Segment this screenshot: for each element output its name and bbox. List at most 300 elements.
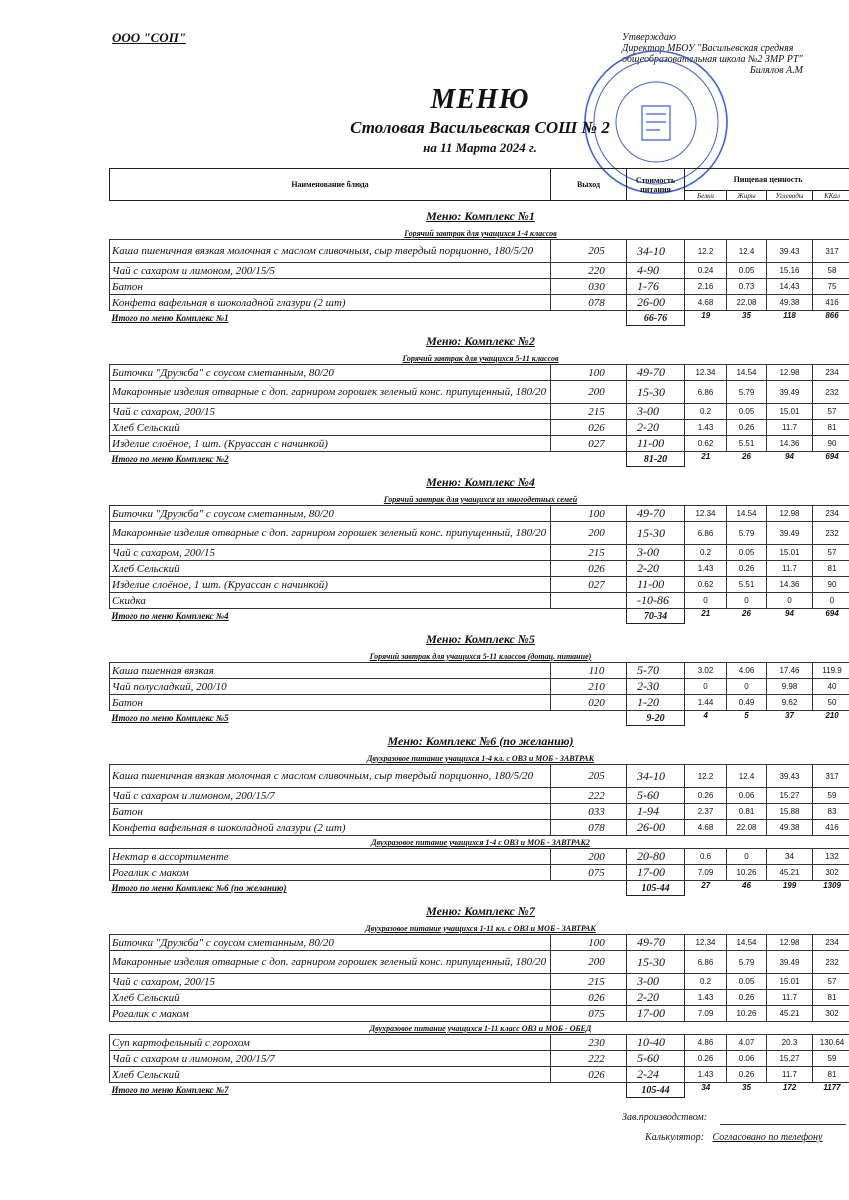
dish-carbs: 15.01 <box>767 545 813 561</box>
dish-price: 2-24 <box>627 1067 685 1083</box>
total-fat: 46 <box>742 881 751 890</box>
total-kcal: 694 <box>825 452 839 461</box>
dish-kcal: 317 <box>813 240 849 263</box>
total-label: Итого по меню Комплекс №2 <box>111 454 229 465</box>
dish-price: 17-00 <box>627 1006 685 1022</box>
dish-output: 230 <box>551 1035 627 1051</box>
dish-output: 030 <box>551 279 627 295</box>
dish-carbs: 0 <box>767 593 813 609</box>
dish-protein: 4.68 <box>685 295 727 311</box>
dish-name: Макаронные изделия отварные с доп. гарниром горошек зеленый конс. припущенный, 180/20 <box>110 522 551 545</box>
dish-protein: 0.26 <box>685 788 727 804</box>
dish-fat: 5.79 <box>727 522 767 545</box>
dish-name: Чай с сахаром и лимоном, 200/15/7 <box>110 788 551 804</box>
total-fat: 35 <box>742 1083 751 1092</box>
total-price: 81-20 <box>627 452 685 467</box>
dish-fat: 12.4 <box>727 240 767 263</box>
dish-fat: 0.26 <box>727 420 767 436</box>
table-row <box>110 765 849 788</box>
dish-name: Чай с сахаром, 200/15 <box>110 404 551 420</box>
table-row <box>110 522 849 545</box>
approval-line: Утверждаю <box>622 32 676 43</box>
dish-kcal: 232 <box>813 951 849 974</box>
group-heading: Горячий завтрак для учащихся 5-11 классов (дотац. питание) <box>369 651 592 661</box>
dish-carbs: 15.27 <box>767 788 813 804</box>
table-row <box>110 240 849 263</box>
section-heading-row <box>110 726 849 753</box>
signature-line <box>720 1124 846 1125</box>
dish-output: 200 <box>551 951 627 974</box>
dish-carbs: 15.01 <box>767 974 813 990</box>
dish-kcal: 119.9 <box>813 663 849 679</box>
group-heading: Горячий завтрак для учащихся 1-4 классов <box>404 228 557 238</box>
dish-kcal: 0 <box>813 593 849 609</box>
dish-fat: 14.54 <box>727 365 767 381</box>
dish-fat: 10.26 <box>727 1006 767 1022</box>
dish-fat: 0.05 <box>727 545 767 561</box>
dish-carbs: 9.98 <box>767 679 813 695</box>
section-heading-row <box>110 326 849 353</box>
total-protein: 27 <box>701 881 711 890</box>
dish-kcal: 90 <box>813 436 849 452</box>
table-row <box>110 420 849 436</box>
total-protein: 34 <box>701 1083 711 1092</box>
dish-name: Макаронные изделия отварные с доп. гарниром горошек зеленый конс. припущенный, 180/20 <box>110 381 551 404</box>
dish-kcal: 416 <box>813 295 849 311</box>
dish-price: 10-40 <box>627 1035 685 1051</box>
table-row <box>110 404 849 420</box>
dish-price: 5-70 <box>627 663 685 679</box>
dish-kcal: 90 <box>813 577 849 593</box>
dish-kcal: 234 <box>813 365 849 381</box>
dish-name: Чай с сахаром и лимоном, 200/15/7 <box>110 1051 551 1067</box>
section-heading-row <box>110 467 849 494</box>
dish-fat: 0.06 <box>727 1051 767 1067</box>
dish-carbs: 12.98 <box>767 935 813 951</box>
table-row <box>110 663 849 679</box>
group-heading-row <box>110 1022 849 1035</box>
dish-fat: 22.08 <box>727 295 767 311</box>
table-row <box>110 804 849 820</box>
total-kcal: 866 <box>825 311 839 320</box>
dish-fat: 4.06 <box>727 663 767 679</box>
dish-carbs: 20.3 <box>767 1035 813 1051</box>
approval-line: Директор МБОУ "Васильевская средняя <box>622 43 794 54</box>
section-heading: Меню: Комплекс №2 <box>426 333 535 348</box>
dish-price: 2-20 <box>627 420 685 436</box>
dish-carbs: 39.49 <box>767 522 813 545</box>
dish-output: 078 <box>551 295 627 311</box>
dish-kcal: 317 <box>813 765 849 788</box>
column-header-nutrition: Пищевая ценность <box>685 169 849 191</box>
dish-name: Чай с сахаром, 200/15 <box>110 974 551 990</box>
dish-protein: 1.43 <box>685 420 727 436</box>
dish-kcal: 58 <box>813 263 849 279</box>
canteen-name: Столовая Васильевская СОШ № 2 <box>350 118 610 137</box>
table-row <box>110 577 849 593</box>
dish-fat: 0 <box>727 849 767 865</box>
dish-fat: 0.06 <box>727 788 767 804</box>
dish-carbs: 9.62 <box>767 695 813 711</box>
dish-kcal: 130.64 <box>813 1035 849 1051</box>
dish-name: Биточки "Дружба" с соусом сметанным, 80/20 <box>110 365 551 381</box>
dish-price: 15-30 <box>627 951 685 974</box>
dish-output: 222 <box>551 1051 627 1067</box>
table-row <box>110 506 849 522</box>
production-manager-label: Зав.производством: <box>622 1112 708 1123</box>
group-heading: Двухразовое питание учащихся 1-4 с ОВЗ и МОБ - ЗАВТРАК2 <box>371 837 590 847</box>
calculator-label: Калькулятор: <box>645 1132 704 1143</box>
dish-protein: 3.02 <box>685 663 727 679</box>
dish-price: 49-70 <box>627 365 685 381</box>
dish-name: Батон <box>110 695 551 711</box>
table-row <box>110 1006 849 1022</box>
dish-output: 215 <box>551 404 627 420</box>
dish-name: Хлеб Сельский <box>110 1067 551 1083</box>
table-row <box>110 679 849 695</box>
dish-kcal: 50 <box>813 695 849 711</box>
dish-kcal: 232 <box>813 381 849 404</box>
dish-protein: 1.43 <box>685 561 727 577</box>
menu-date: на 11 Марта 2024 г. <box>423 140 537 155</box>
dish-output: 200 <box>551 381 627 404</box>
dish-output: 026 <box>551 420 627 436</box>
section-heading-row <box>110 624 849 651</box>
total-protein: 19 <box>701 311 711 320</box>
dish-price: 2-30 <box>627 679 685 695</box>
total-label: Итого по меню Комплекс №1 <box>111 313 229 324</box>
dish-kcal: 416 <box>813 820 849 836</box>
column-header-fat: Жиры <box>727 191 767 201</box>
dish-protein: 4.68 <box>685 820 727 836</box>
dish-name: Чай с сахаром и лимоном, 200/15/5 <box>110 263 551 279</box>
dish-price: 49-70 <box>627 935 685 951</box>
dish-name: Каша пшеничная вязкая молочная с маслом сливочным, сыр твердый порционно, 180/5/20 <box>110 765 551 788</box>
total-fat: 26 <box>742 452 751 461</box>
dish-protein: 0.6 <box>685 849 727 865</box>
total-carbs: 94 <box>785 609 794 618</box>
dish-carbs: 12.98 <box>767 365 813 381</box>
dish-fat: 5.79 <box>727 951 767 974</box>
dish-protein: 1.43 <box>685 990 727 1006</box>
dish-price: 17-00 <box>627 865 685 881</box>
column-header-carbs: Углеводы <box>767 191 813 201</box>
dish-output: 100 <box>551 506 627 522</box>
total-price: 105-44 <box>627 1083 685 1098</box>
dish-output: 100 <box>551 365 627 381</box>
dish-fat: 0.49 <box>727 695 767 711</box>
dish-kcal: 81 <box>813 561 849 577</box>
dish-price: 34-10 <box>627 765 685 788</box>
column-header-protein: Белки <box>685 191 727 201</box>
dish-fat: 0 <box>727 679 767 695</box>
dish-protein: 7.09 <box>685 865 727 881</box>
total-label: Итого по меню Комплекс №4 <box>111 611 229 622</box>
dish-carbs: 49.38 <box>767 295 813 311</box>
section-heading: Меню: Комплекс №4 <box>426 474 535 489</box>
total-price: 70-34 <box>627 609 685 624</box>
table-row <box>110 593 849 609</box>
dish-carbs: 45.21 <box>767 1006 813 1022</box>
dish-protein: 0.2 <box>685 404 727 420</box>
total-carbs: 94 <box>785 452 794 461</box>
column-header-output: Выход <box>551 169 627 201</box>
dish-output: 026 <box>551 1067 627 1083</box>
dish-price: 20-80 <box>627 849 685 865</box>
dish-protein: 0 <box>685 679 727 695</box>
dish-name: Нектар в ассортименте <box>110 849 551 865</box>
dish-output: 200 <box>551 522 627 545</box>
dish-kcal: 234 <box>813 935 849 951</box>
table-row <box>110 990 849 1006</box>
total-kcal: 1177 <box>823 1083 841 1092</box>
total-row <box>110 452 849 467</box>
dish-price: 5-60 <box>627 1051 685 1067</box>
dish-protein: 7.09 <box>685 1006 727 1022</box>
dish-price: 26-00 <box>627 820 685 836</box>
group-heading-row <box>110 493 849 506</box>
dish-price: 11-00 <box>627 577 685 593</box>
dish-name: Изделие слоёное, 1 шт. (Круассан с начинкой) <box>110 436 551 452</box>
dish-kcal: 57 <box>813 545 849 561</box>
table-row <box>110 935 849 951</box>
dish-output: 215 <box>551 545 627 561</box>
dish-name: Конфета вафельная в шоколадной глазури (2 шт) <box>110 295 551 311</box>
dish-kcal: 232 <box>813 522 849 545</box>
dish-protein: 12.34 <box>685 935 727 951</box>
total-price: 9-20 <box>627 711 685 726</box>
section-heading-row <box>110 896 849 923</box>
approval-signer: Билялов А.М <box>749 65 803 76</box>
dish-kcal: 57 <box>813 404 849 420</box>
total-fat: 5 <box>744 711 749 720</box>
dish-carbs: 11.7 <box>767 561 813 577</box>
group-heading: Горячий завтрак для учащихся 5-11 классов <box>402 353 559 363</box>
group-heading: Горячий завтрак для учащихся из многодетных семей <box>383 494 578 504</box>
dish-protein: 6.86 <box>685 381 727 404</box>
table-row <box>110 263 849 279</box>
dish-name: Чай полусладкий, 200/10 <box>110 679 551 695</box>
dish-protein: 12.34 <box>685 365 727 381</box>
calculator-value: Согласовано по телефону <box>712 1132 823 1143</box>
dish-output: 026 <box>551 990 627 1006</box>
dish-price: 1-94 <box>627 804 685 820</box>
dish-carbs: 39.43 <box>767 765 813 788</box>
dish-fat: 5.51 <box>727 436 767 452</box>
section-heading: Меню: Комплекс №1 <box>426 208 535 223</box>
dish-fat: 0.81 <box>727 804 767 820</box>
dish-protein: 2.16 <box>685 279 727 295</box>
dish-name: Суп картофельный с горохом <box>110 1035 551 1051</box>
dish-kcal: 132 <box>813 849 849 865</box>
total-price: 66-76 <box>627 311 685 326</box>
dish-fat: 12.4 <box>727 765 767 788</box>
dish-name: Батон <box>110 804 551 820</box>
dish-price: 1-20 <box>627 695 685 711</box>
dish-price: 3-00 <box>627 404 685 420</box>
dish-name: Хлеб Сельский <box>110 990 551 1006</box>
dish-kcal: 302 <box>813 1006 849 1022</box>
group-heading: Двухразовое питание учащихся 1-11 кл. с ОВЗ и МОБ - ЗАВТРАК <box>365 923 596 933</box>
menu-table <box>109 168 849 1098</box>
table-row <box>110 951 849 974</box>
total-row <box>110 711 849 726</box>
table-row <box>110 849 849 865</box>
dish-output: 215 <box>551 974 627 990</box>
dish-output: 078 <box>551 820 627 836</box>
dish-kcal: 75 <box>813 279 849 295</box>
dish-kcal: 59 <box>813 1051 849 1067</box>
table-row <box>110 1035 849 1051</box>
dish-protein: 12.2 <box>685 765 727 788</box>
total-fat: 26 <box>742 609 751 618</box>
dish-carbs: 39.49 <box>767 381 813 404</box>
dish-price: 1-76 <box>627 279 685 295</box>
dish-carbs: 11.7 <box>767 420 813 436</box>
dish-protein: 0.24 <box>685 263 727 279</box>
dish-price: 2-20 <box>627 561 685 577</box>
dish-fat: 14.54 <box>727 935 767 951</box>
dish-output: 033 <box>551 804 627 820</box>
approval-line: общеобразовательная школа №2 ЗМР РТ" <box>622 54 803 65</box>
dish-kcal: 81 <box>813 420 849 436</box>
dish-output: 210 <box>551 679 627 695</box>
table-row <box>110 279 849 295</box>
dish-name: Биточки "Дружба" с соусом сметанным, 80/20 <box>110 935 551 951</box>
dish-protein: 12.2 <box>685 240 727 263</box>
dish-kcal: 81 <box>813 990 849 1006</box>
dish-protein: 6.86 <box>685 522 727 545</box>
dish-price: 49-70 <box>627 506 685 522</box>
total-carbs: 199 <box>782 881 797 890</box>
dish-name: Биточки "Дружба" с соусом сметанным, 80/20 <box>110 506 551 522</box>
dish-kcal: 57 <box>813 974 849 990</box>
table-row <box>110 436 849 452</box>
dish-output: 027 <box>551 577 627 593</box>
total-carbs: 118 <box>783 311 796 320</box>
total-kcal: 1309 <box>823 881 841 890</box>
group-heading-row <box>110 922 849 935</box>
dish-fat: 5.79 <box>727 381 767 404</box>
dish-carbs: 12.98 <box>767 506 813 522</box>
dish-name: Изделие слоёное, 1 шт. (Круассан с начинкой) <box>110 577 551 593</box>
dish-name: Чай с сахаром, 200/15 <box>110 545 551 561</box>
dish-carbs: 14.36 <box>767 577 813 593</box>
dish-output: 027 <box>551 436 627 452</box>
dish-kcal: 81 <box>813 1067 849 1083</box>
dish-output <box>551 593 627 609</box>
dish-fat: 0.26 <box>727 561 767 577</box>
dish-price: 15-30 <box>627 381 685 404</box>
dish-output: 205 <box>551 240 627 263</box>
total-row <box>110 609 849 624</box>
dish-name: Рогалик с маком <box>110 865 551 881</box>
total-carbs: 172 <box>782 1083 797 1092</box>
dish-price: 34-10 <box>627 240 685 263</box>
dish-protein: 6.86 <box>685 951 727 974</box>
dish-fat: 22.08 <box>727 820 767 836</box>
dish-carbs: 14.43 <box>767 279 813 295</box>
section-heading: Меню: Комплекс №5 <box>426 631 535 646</box>
table-row <box>110 820 849 836</box>
dish-name: Рогалик с маком <box>110 1006 551 1022</box>
table-row <box>110 545 849 561</box>
dish-fat: 14.54 <box>727 506 767 522</box>
dish-kcal: 83 <box>813 804 849 820</box>
dish-output: 200 <box>551 849 627 865</box>
dish-output: 205 <box>551 765 627 788</box>
dish-protein: 1.43 <box>685 1067 727 1083</box>
dish-protein: 0 <box>685 593 727 609</box>
group-heading-row <box>110 752 849 765</box>
dish-protein: 12.34 <box>685 506 727 522</box>
total-kcal: 210 <box>825 711 839 720</box>
group-heading: Двухразовое питание учащихся 1-4 кл. с ОВЗ и МОБ - ЗАВТРАК <box>366 753 595 763</box>
group-heading-row <box>110 352 849 365</box>
dish-fat: 0.05 <box>727 974 767 990</box>
dish-carbs: 15.27 <box>767 1051 813 1067</box>
table-row <box>110 381 849 404</box>
dish-kcal: 234 <box>813 506 849 522</box>
table-row <box>110 865 849 881</box>
group-heading: Двухразовое питание учащихся 1-11 класс ОВЗ и МОБ - ОБЕД <box>369 1023 592 1033</box>
table-row <box>110 1051 849 1067</box>
total-row <box>110 311 849 326</box>
dish-output: 110 <box>551 663 627 679</box>
dish-name: Конфета вафельная в шоколадной глазури (2 шт) <box>110 820 551 836</box>
dish-price: 3-00 <box>627 974 685 990</box>
total-label: Итого по меню Комплекс №7 <box>111 1085 229 1096</box>
dish-output: 075 <box>551 1006 627 1022</box>
dish-protein: 0.62 <box>685 436 727 452</box>
dish-price: 4-90 <box>627 263 685 279</box>
total-kcal: 694 <box>825 609 839 618</box>
group-heading-row <box>110 227 849 240</box>
menu-title: МЕНЮ <box>430 84 530 115</box>
dish-protein: 2.37 <box>685 804 727 820</box>
dish-kcal: 59 <box>813 788 849 804</box>
dish-carbs: 11.7 <box>767 1067 813 1083</box>
dish-kcal: 40 <box>813 679 849 695</box>
total-label: Итого по меню Комплекс №5 <box>111 713 229 724</box>
dish-fat: 0.26 <box>727 1067 767 1083</box>
organization-name: ООО "СОП" <box>112 30 187 45</box>
dish-carbs: 15.01 <box>767 404 813 420</box>
group-heading-row <box>110 650 849 663</box>
table-row <box>110 365 849 381</box>
column-header-price: Стоимость питания <box>627 169 685 201</box>
dish-protein: 1.44 <box>685 695 727 711</box>
dish-name: Скидка <box>110 593 551 609</box>
dish-output: 026 <box>551 561 627 577</box>
dish-carbs: 14.36 <box>767 436 813 452</box>
dish-name: Хлеб Сельский <box>110 420 551 436</box>
total-protein: 4 <box>703 711 708 720</box>
total-row <box>110 1083 849 1098</box>
dish-name: Батон <box>110 279 551 295</box>
table-row <box>110 295 849 311</box>
group-heading-row <box>110 836 849 849</box>
dish-price: 15-30 <box>627 522 685 545</box>
dish-fat: 0.05 <box>727 263 767 279</box>
dish-name: Каша пшенная вязкая <box>110 663 551 679</box>
total-label: Итого по меню Комплекс №6 (по желанию) <box>111 883 287 894</box>
dish-protein: 0.2 <box>685 974 727 990</box>
dish-protein: 4.86 <box>685 1035 727 1051</box>
calculator-row <box>645 1132 822 1143</box>
dish-kcal: 302 <box>813 865 849 881</box>
dish-price: 26-00 <box>627 295 685 311</box>
